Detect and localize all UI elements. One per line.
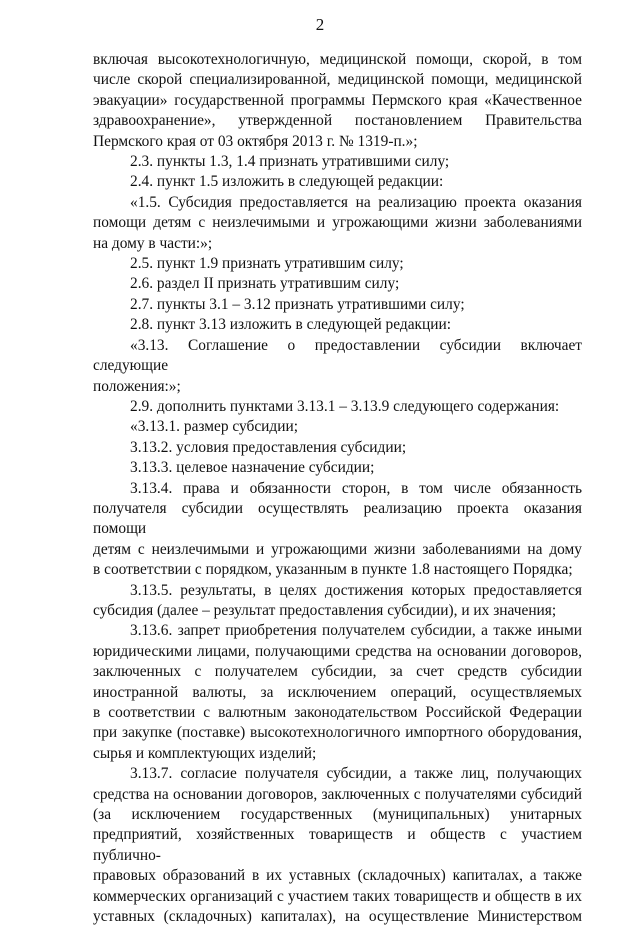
text-line: помощи детям с неизлечимыми и угрожающими жизни заболеваниями [93, 214, 582, 232]
text-line: 2.3. пункты 1.3, 1.4 признать утратившими силу; [130, 153, 450, 171]
text-line: 3.13.2. условия предоставления субсидии; [130, 438, 407, 456]
text-line: уставных (складочных) капиталах), на осуществление Министерством [93, 908, 582, 926]
text-line: 2.7. пункты 3.1 – 3.12 признать утратившими силу; [130, 295, 465, 313]
text-line: 3.13.3. целевое назначение субсидии; [130, 459, 375, 477]
text-line: здравоохранение», утвержденной постановлением Правительства [93, 112, 582, 130]
text-line: при закупке (поставке) высокотехнологичного импортного оборудования, [93, 724, 582, 742]
text-line: Пермского края от 03 октября 2013 г. № 1319-п.»; [93, 132, 418, 150]
text-line: в соответствии с валютным законодательством Российской Федерации [93, 704, 582, 721]
paragraph [93, 417, 582, 437]
paragraph [93, 397, 582, 417]
paragraph [93, 458, 582, 478]
paragraph [93, 581, 582, 622]
text-line: 2.4. пункт 1.5 изложить в следующей редакции: [130, 173, 444, 191]
paragraph [93, 336, 582, 397]
text-line: «1.5. Субсидия предоставляется на реализацию проекта оказания [130, 193, 582, 211]
paragraph [93, 315, 582, 335]
text-line: положения:»; [93, 377, 181, 395]
paragraph [93, 152, 582, 172]
text-line: 3.13.5. результаты, в целях достижения которых предоставляется [130, 581, 582, 599]
paragraph [93, 274, 582, 294]
text-line: получателя субсидии осуществлять реализацию проекта оказания помощи [93, 499, 582, 538]
paragraph [93, 295, 582, 315]
text-line: 2.8. пункт 3.13 изложить в следующей редакции: [130, 316, 451, 334]
text-line: детям с неизлечимыми и угрожающими жизни заболеваниями на дому [93, 540, 582, 558]
document-body [93, 50, 582, 927]
text-line: эвакуации» государственной программы Пермского края «Качественное [93, 91, 582, 109]
text-line: в соответствии с порядком, указанным в пункте 1.8 настоящего Порядка; [93, 561, 573, 579]
paragraph [93, 438, 582, 458]
text-line: заключенных с получателем субсидии, за счет средств субсидии [93, 663, 582, 681]
text-line: 3.13.4. права и обязанности сторон, в том числе обязанность [130, 479, 582, 497]
text-line: «3.13. Соглашение о предоставлении субсидии включает следующие [93, 336, 582, 375]
text-line: «3.13.1. размер субсидии; [130, 418, 298, 436]
paragraph [93, 193, 582, 254]
text-line: (за исключением государственных (муниципальных) унитарных [93, 806, 582, 824]
paragraph [93, 621, 582, 764]
paragraph [93, 479, 582, 581]
text-line: предприятий, хозяйственных товариществ и обществ с участием публично- [93, 826, 582, 864]
text-line: сырья и комплектующих изделий; [93, 744, 317, 762]
text-line: числе скорой специализированной, медицинской помощи, медицинской [93, 71, 582, 89]
paragraph [93, 50, 582, 152]
text-line: коммерческих организаций с участием таких товариществ и обществ в их [93, 887, 582, 905]
text-line: средства на основании договоров, заключенных с получателями субсидий [93, 785, 582, 803]
text-line: иностранной валюты, за исключением операций, осуществляемых [93, 683, 582, 701]
text-line: 3.13.7. согласие получателя субсидии, а также лиц, получающих [130, 765, 582, 783]
text-line: на дому в части:»; [93, 234, 213, 252]
paragraph [93, 172, 582, 192]
page-number: 2 [315, 15, 325, 34]
text-line: 2.5. пункт 1.9 признать утратившим силу; [130, 255, 404, 273]
text-line: субсидия (далее – результат предоставления субсидии), и их значения; [93, 601, 557, 619]
text-line: 2.6. раздел II признать утратившим силу; [130, 275, 400, 293]
text-line: 2.9. дополнить пунктами 3.13.1 – 3.13.9 следующего содержания: [130, 397, 560, 415]
paragraph [93, 764, 582, 927]
text-line: включая высокотехнологичную, медицинской помощи, скорой, в том [93, 51, 582, 68]
paragraph [93, 254, 582, 274]
text-line: 3.13.6. запрет приобретения получателем субсидии, а также иными [130, 622, 582, 640]
text-line: правовых образований в их уставных (складочных) капиталах, а также [93, 867, 582, 885]
text-line: юридическими лицами, получающими средства на основании договоров, [93, 642, 582, 660]
